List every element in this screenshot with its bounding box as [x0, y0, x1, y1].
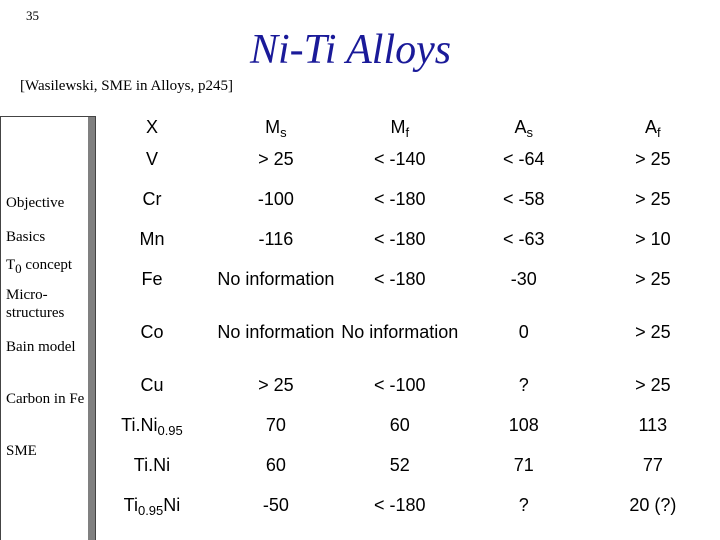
alloy-cell	[90, 146, 214, 186]
alloy-name: Ti.Ni	[121, 415, 158, 435]
transformation-temperature-table	[90, 106, 720, 532]
sidebar-item-carbon-in-fe[interactable]	[6, 390, 84, 408]
af-cell: 77	[642, 455, 663, 475]
sidebar-item-basics[interactable]	[6, 228, 45, 246]
sidebar-panel	[0, 116, 96, 540]
header-label: M	[390, 117, 406, 137]
alloy-name: Ti	[123, 495, 138, 515]
mf-cell: No information	[341, 322, 459, 342]
ms-cell: 60	[265, 455, 286, 475]
alloy-cell	[90, 372, 214, 412]
header-mf	[338, 106, 462, 146]
mf-cell: < -180	[374, 189, 426, 209]
alloy-name: Fe	[141, 269, 163, 289]
af-cell: > 25	[635, 322, 671, 342]
table-row	[90, 186, 720, 226]
alloy-name: V	[145, 149, 158, 169]
as-cell: < -64	[502, 149, 545, 169]
header-subscript: s	[280, 125, 287, 140]
alloy-name: Ti.Ni	[133, 455, 171, 475]
alloy-cell	[90, 266, 214, 319]
sidebar-item-t0-concept[interactable]	[6, 256, 72, 274]
ms-cell: 70	[265, 415, 286, 435]
header-as	[462, 106, 586, 146]
sidebar-item-label: Objective	[6, 195, 65, 211]
sidebar-item-label: T	[6, 257, 16, 273]
ms-cell: > 25	[258, 149, 294, 169]
sidebar-item-label: Micro-structures	[6, 287, 65, 321]
header-subscript: f	[657, 125, 661, 140]
header-subscript: f	[405, 125, 410, 140]
header-label: M	[265, 117, 281, 137]
sidebar-item-sme[interactable]	[6, 442, 37, 460]
table-row	[90, 226, 720, 266]
citation: [Wasilewski, SME in Alloys, p245]	[20, 78, 233, 94]
mf-cell: < -100	[374, 375, 426, 395]
ms-cell: No information	[217, 322, 335, 342]
sidebar-item-label-suffix: concept	[21, 257, 73, 273]
table-row	[90, 266, 720, 319]
af-cell: > 10	[635, 229, 671, 249]
slide-number: 35	[26, 8, 39, 23]
alloy-name: Cu	[140, 375, 164, 395]
slide-title: Ni-Ti Alloys	[250, 27, 452, 73]
mf-cell: 60	[389, 415, 410, 435]
table-row	[90, 319, 720, 372]
sidebar-item-bain-model[interactable]	[6, 338, 76, 356]
sidebar-item-label: Bain model	[6, 339, 76, 355]
alloy-subscript: 0.95	[137, 503, 164, 518]
af-cell: 20 (?)	[629, 495, 677, 515]
ms-cell: -50	[262, 495, 289, 515]
alloy-name: Co	[140, 322, 164, 342]
alloy-cell	[90, 412, 214, 452]
mf-cell: < -140	[374, 149, 426, 169]
sidebar-item-microstructures[interactable]	[6, 286, 90, 322]
as-cell: -30	[510, 269, 537, 289]
sidebar-item-subscript: 0	[15, 261, 22, 276]
ms-cell: > 25	[258, 375, 294, 395]
af-cell: > 25	[635, 375, 671, 395]
header-ms	[214, 106, 338, 146]
as-cell: ?	[518, 375, 529, 395]
af-cell: > 25	[635, 189, 671, 209]
ms-cell: No information	[217, 269, 335, 289]
table-row	[90, 452, 720, 492]
table-row	[90, 492, 720, 532]
mf-cell: < -180	[374, 229, 426, 249]
alloy-cell	[90, 319, 214, 372]
header-af	[586, 106, 720, 146]
as-cell: 0	[518, 322, 529, 342]
alloy-name: Mn	[139, 229, 165, 249]
alloy-name: Cr	[142, 189, 162, 209]
af-cell: > 25	[635, 269, 671, 289]
table-row	[90, 412, 720, 452]
ms-cell: -116	[258, 229, 294, 249]
as-cell: 108	[508, 415, 539, 435]
af-cell: > 25	[635, 149, 671, 169]
mf-cell: < -180	[374, 495, 426, 515]
mf-cell: 52	[389, 455, 410, 475]
as-cell: < -58	[502, 189, 545, 209]
mf-cell: < -180	[374, 269, 426, 289]
alloy-name-suffix: Ni	[163, 495, 181, 515]
sidebar-item-objective[interactable]	[6, 194, 64, 212]
table-row	[90, 372, 720, 412]
as-cell: ?	[518, 495, 529, 515]
ms-cell: -100	[257, 189, 294, 209]
alloy-cell	[90, 492, 214, 532]
header-label: A	[645, 117, 658, 137]
alloy-cell	[90, 186, 214, 226]
as-cell: < -63	[502, 229, 545, 249]
af-cell: 113	[638, 415, 668, 435]
as-cell: 71	[513, 455, 534, 475]
alloy-subscript: 0.95	[157, 423, 183, 438]
alloy-cell	[90, 226, 214, 266]
sidebar-item-label: Basics	[6, 229, 46, 245]
table-row	[90, 146, 720, 186]
header-x	[90, 106, 214, 146]
header-label: A	[514, 117, 527, 137]
sidebar-item-label: Carbon in Fe	[6, 391, 85, 407]
header-label: X	[145, 117, 158, 137]
header-subscript: s	[526, 125, 533, 140]
alloy-cell	[90, 452, 214, 492]
table-header-row	[90, 106, 720, 146]
sidebar-item-label: SME	[6, 443, 37, 459]
